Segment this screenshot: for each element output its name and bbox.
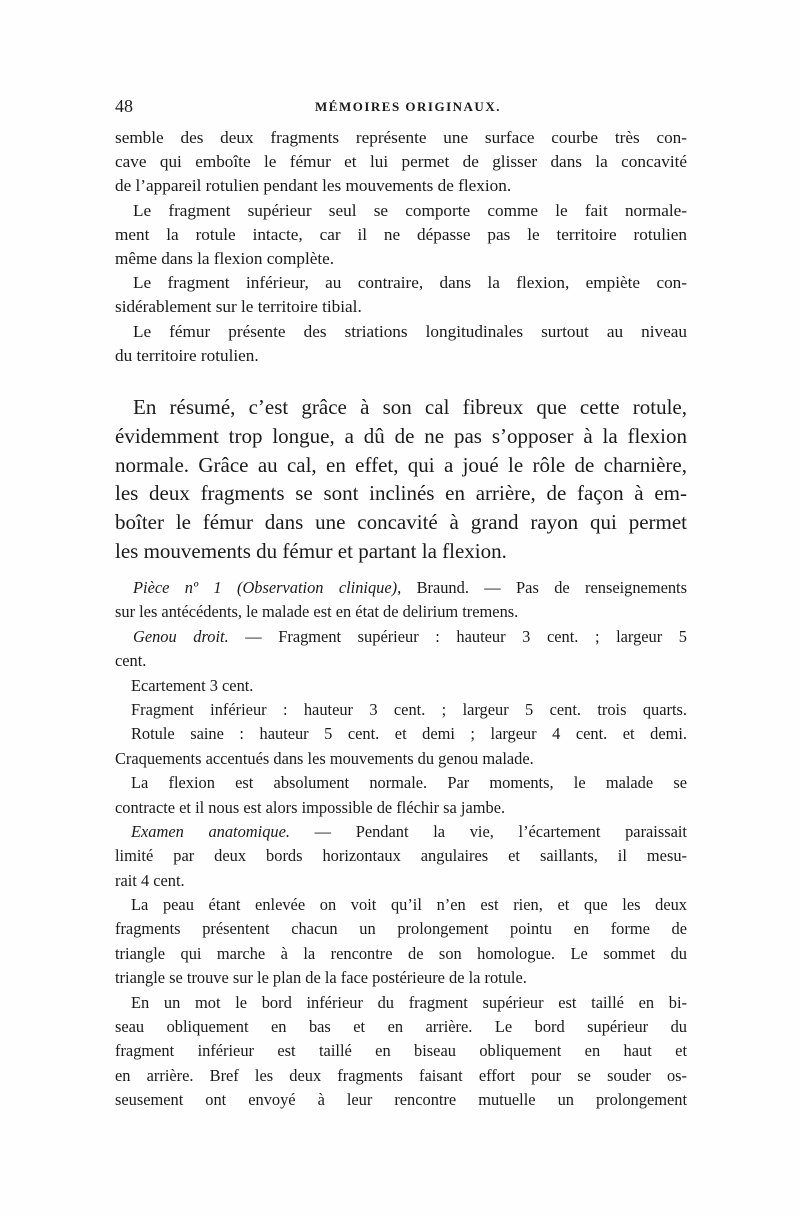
text-line: du territoire rotulien. bbox=[115, 345, 259, 365]
genou-label: Genou droit. bbox=[133, 626, 229, 646]
text-line: contracte et il nous est alors impossible de fléchir sa jambe. bbox=[115, 797, 506, 817]
text-line: rait 4 cent. bbox=[115, 870, 185, 890]
text-line: triangle se trouve sur le plan de la face postérieure de la rotule. bbox=[115, 968, 527, 988]
text-line: sur les antécédents, le malade est en état de delirium tremens. bbox=[115, 602, 519, 622]
text-line: Genou droit. — Fragment supérieur : hauteur 3 cent. ; largeur 5 bbox=[133, 626, 687, 646]
text-line: sidérablement sur le territoire tibial. bbox=[115, 297, 362, 317]
text-line: Le fémur présente des striations longitudinales surtout au niveau bbox=[133, 321, 687, 341]
text-line: semble des deux fragments représente une surface courbe très con- bbox=[115, 128, 687, 147]
summary-paragraph bbox=[115, 393, 687, 566]
text-line: En résumé, c’est grâce à son cal fibreux que cette rotule, bbox=[133, 395, 687, 419]
text-line: triangle qui marche à la rencontre de son homologue. Le sommet du bbox=[115, 943, 687, 963]
running-head: MÉMOIRES ORIGINAUX. bbox=[315, 99, 501, 114]
text-line: seau obliquement en bas et en arrière. Le bord supérieur du bbox=[115, 1017, 687, 1037]
text-line: les mouvements du fémur et partant la flexion. bbox=[115, 538, 507, 563]
text-line: En un mot le bord inférieur du fragment supérieur est taillé en bi- bbox=[131, 992, 687, 1012]
text-line: Fragment inférieur : hauteur 3 cent. ; largeur 5 cent. trois quarts. bbox=[131, 699, 687, 719]
text-line: fragments présentent chacun un prolongement pointu en forme de bbox=[115, 919, 687, 939]
text-line: Examen anatomique. — Pendant la vie, l’écartement paraissait bbox=[131, 821, 687, 841]
piece-source: (Observation clinique) bbox=[236, 578, 398, 597]
observation-section bbox=[115, 576, 687, 1113]
text-line: Le fragment supérieur seul se comporte comme le fait normale- bbox=[133, 200, 687, 220]
text-line: cave qui emboîte le fémur et lui permet de glisser dans la concavité bbox=[115, 152, 687, 172]
text-line: même dans la flexion complète. bbox=[115, 248, 335, 268]
text-line: en arrière. Bref les deux fragments faisant effort pour se souder os- bbox=[115, 1065, 687, 1085]
text-line: ment la rotule intacte, car il ne dépasse pas le territoire rotulien bbox=[115, 224, 687, 244]
page-header bbox=[115, 96, 685, 120]
text-line: boîter le fémur dans une concavité à grand rayon qui permet bbox=[115, 510, 687, 535]
text-line: La peau étant enlevée on voit qu’il n’en est rien, et que les deux bbox=[131, 895, 687, 915]
text-line: les deux fragments se sont inclinés en arrière, de façon à em- bbox=[115, 481, 687, 506]
text-line: Craquements accentués dans les mouvements du genou malade. bbox=[115, 748, 534, 768]
text-line: de l’appareil rotulien pendant les mouvements de flexion. bbox=[115, 176, 512, 196]
intro-paragraphs bbox=[115, 126, 687, 368]
text-line: La flexion est absolument normale. Par moments, le malade se bbox=[131, 773, 687, 793]
text-line: Pièce nº 1 (Observation clinique), Braund. — Pas de renseignements bbox=[133, 578, 687, 597]
text-line: normale. Grâce au cal, en effet, qui a joué le rôle de charnière, bbox=[115, 452, 687, 477]
page-number: 48 bbox=[115, 96, 133, 116]
text-line: Rotule saine : hauteur 5 cent. et demi ; largeur 4 cent. et demi. bbox=[131, 724, 687, 744]
piece-label: Pièce nº 1 bbox=[133, 578, 222, 597]
text-line: limité par deux bords horizontaux angulaires et saillants, il mesu- bbox=[115, 846, 687, 866]
text-line: fragment inférieur est taillé en biseau obliquement en haut et bbox=[115, 1041, 687, 1061]
text-line: évidemment trop longue, a dû de ne pas s’opposer à la flexion bbox=[115, 423, 687, 448]
text-line: Le fragment inférieur, au contraire, dans la flexion, empiète con- bbox=[133, 273, 687, 293]
text-line: cent. bbox=[115, 651, 147, 671]
text-line: Ecartement 3 cent. bbox=[131, 675, 254, 695]
text-line: seusement ont envoyé à leur rencontre mutuelle un prolongement bbox=[115, 1090, 687, 1110]
examen-label: Examen anatomique. bbox=[131, 821, 290, 841]
